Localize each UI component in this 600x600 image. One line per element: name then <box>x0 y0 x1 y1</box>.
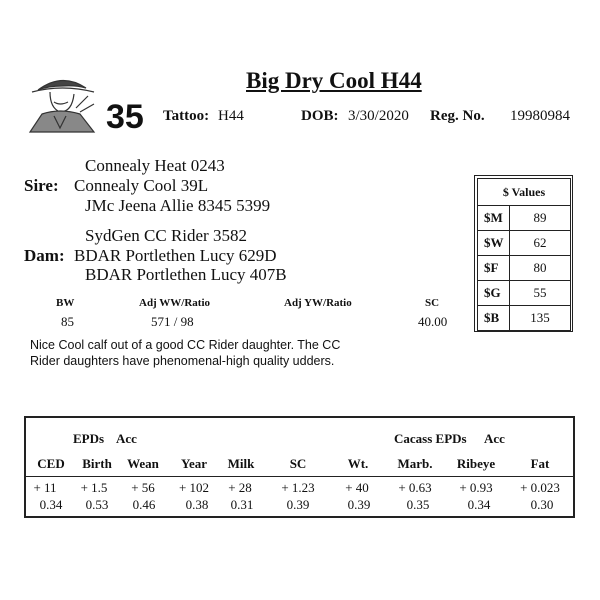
epd-acc: 0.35 <box>406 497 430 512</box>
epd-col-sc: SC <box>289 456 307 471</box>
epd-value: + 0.023 <box>520 480 560 495</box>
epd-acc: 0.39 <box>347 497 371 512</box>
table-row <box>478 256 571 281</box>
reg-value: 19980984 <box>510 108 570 124</box>
epd-header-divider <box>26 476 573 477</box>
bw-label: BW <box>56 297 75 309</box>
dollar-value: 55 <box>510 281 571 306</box>
epd-acc: 0.34 <box>39 497 63 512</box>
dollar-values-table <box>477 178 571 331</box>
carcass-group-label: Cacass EPDs <box>394 431 467 446</box>
dollar-values-title: $ Values <box>478 179 571 206</box>
epd-col-wean: Wean <box>127 456 159 471</box>
epd-value: + 0.93 <box>459 480 493 495</box>
sire-dam: JMc Jeena Allie 8345 5399 <box>85 196 271 215</box>
epd-acc: 0.46 <box>132 497 156 512</box>
sire-sire: Connealy Heat 0243 <box>85 156 225 175</box>
dollar-value: 89 <box>510 206 571 231</box>
table-row <box>478 206 571 231</box>
dam-name: BDAR Portlethen Lucy 629D <box>74 246 277 265</box>
yw-label: Adj YW/Ratio <box>284 297 352 309</box>
epd-acc: 0.53 <box>85 497 109 512</box>
dollar-key: $M <box>478 206 510 231</box>
epd-col-ced: CED <box>37 456 65 471</box>
dob-label: DOB: <box>301 108 339 124</box>
epd-col-birth: Birth <box>82 456 112 471</box>
table-row <box>478 306 571 331</box>
epd-col-marb: Marb. <box>397 456 433 471</box>
epd-value: + 1.23 <box>281 480 315 495</box>
dollar-key: $G <box>478 281 510 306</box>
epd-col-wt: Wt. <box>347 456 369 471</box>
sc-label: SC <box>425 297 440 309</box>
bw-value: 85 <box>61 314 74 329</box>
table-row <box>478 281 571 306</box>
epd-acc: 0.31 <box>230 497 254 512</box>
cowboy-logo-icon <box>24 68 100 134</box>
epd-acc: 0.39 <box>286 497 310 512</box>
epd-value: + 40 <box>345 480 369 495</box>
ww-value: 571 / 98 <box>151 314 194 329</box>
dollar-value: 80 <box>510 256 571 281</box>
dob-value: 3/30/2020 <box>348 108 409 124</box>
dollar-key: $B <box>478 306 510 331</box>
epd-value: + 56 <box>131 480 155 495</box>
reg-label: Reg. No. <box>430 108 485 124</box>
epd-value: + 28 <box>228 480 252 495</box>
page-title: Big Dry Cool H44 <box>246 68 422 93</box>
epd-col-milk: Milk <box>227 456 255 471</box>
ww-label: Adj WW/Ratio <box>139 297 210 309</box>
dollar-key: $F <box>478 256 510 281</box>
epd-col-ribeye: Ribeye <box>456 456 496 471</box>
epd-value: + 1.5 <box>80 480 108 495</box>
sc-value: 40.00 <box>418 314 448 329</box>
tattoo-value: H44 <box>218 108 244 124</box>
dam-label: Dam: <box>24 246 65 265</box>
dam-dam: BDAR Portlethen Lucy 407B <box>85 265 287 284</box>
epds-group-label: EPDs <box>73 431 105 446</box>
sire-label: Sire: <box>24 176 59 195</box>
lot-number: 35 <box>106 98 144 136</box>
epd-col-fat: Fat <box>530 456 550 471</box>
epd-acc: 0.34 <box>467 497 491 512</box>
dollar-value: 62 <box>510 231 571 256</box>
dollar-key: $W <box>478 231 510 256</box>
epds-acc-label: Acc <box>116 431 137 446</box>
table-row <box>478 231 571 256</box>
epd-col-year: Year <box>181 456 207 471</box>
epd-acc: 0.30 <box>530 497 554 512</box>
dam-sire: SydGen CC Rider 3582 <box>85 226 247 245</box>
carcass-acc-label: Acc <box>484 431 505 446</box>
description-text: Nice Cool calf out of a good CC Rider daughter. The CC Rider daughters have phenomenal-high quality udders. <box>30 338 341 368</box>
sire-name: Connealy Cool 39L <box>74 176 209 195</box>
epd-value: + 102 <box>178 480 210 495</box>
epd-value: + 0.63 <box>398 480 432 495</box>
epd-acc: 0.38 <box>185 497 209 512</box>
epd-value: + 11 <box>33 480 57 495</box>
tattoo-label: Tattoo: <box>163 108 210 124</box>
dollar-value: 135 <box>510 306 571 331</box>
